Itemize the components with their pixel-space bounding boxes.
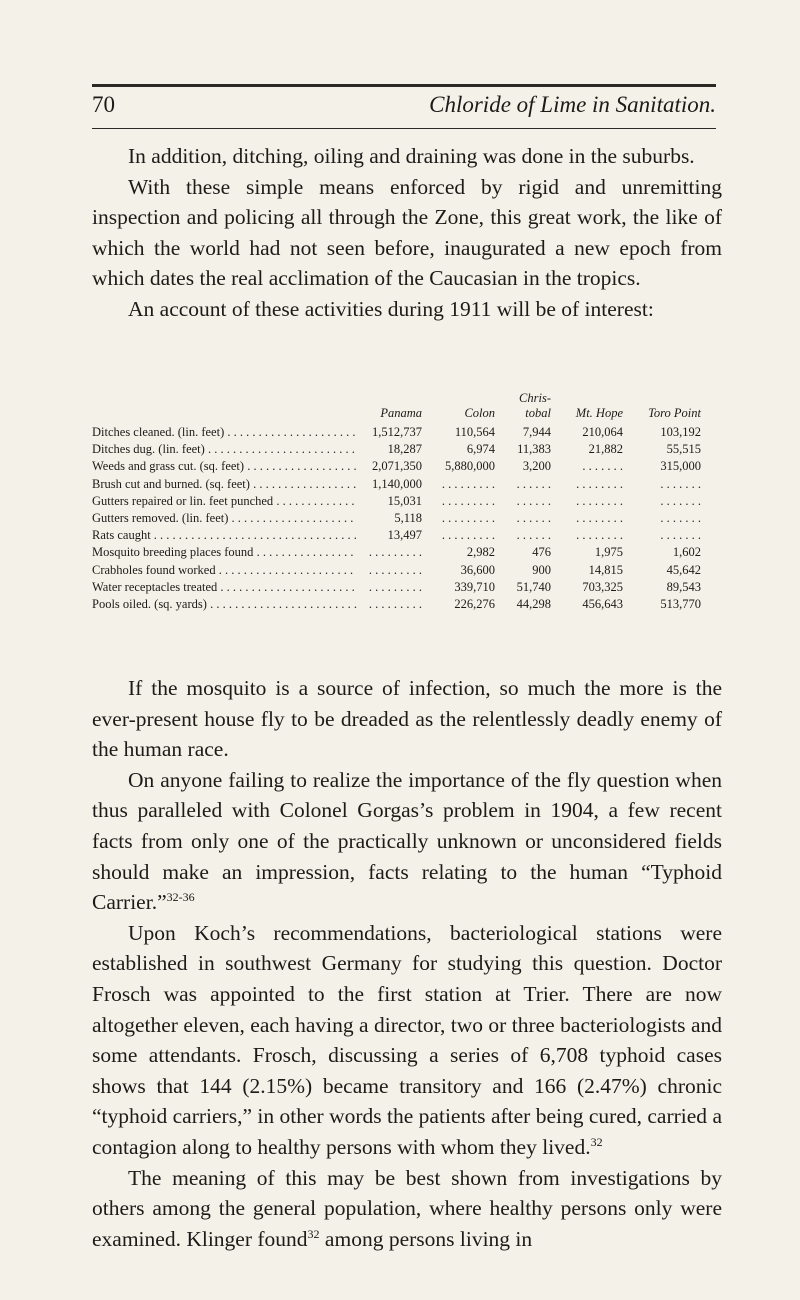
- table-cell: . . . . . . .: [660, 476, 701, 491]
- row-label: Gutters removed. (lin. feet) . . .: [92, 510, 357, 527]
- paragraph-text: Upon Koch’s recommendations, bacteriological stations were established in southwest Germany for studying this question. Doctor Frosch was appointed to the first station at Trier. There are now altogether eleven, each having a director, two or three bacteriologists and some attendants. Frosch, discussing a series of 6,708 typhoid cases shows that 144 (2.15%) became transitory and 166 (2.47%) chronic “typhoid carriers,” in other words the patients after being cured, carried a contagion along to healthy persons with whom they lived.: [92, 920, 722, 1159]
- table-cell: 1,512,737: [372, 425, 422, 439]
- table-row: [92, 544, 722, 561]
- column-header-mt-hope: Mt. Hope: [575, 406, 623, 420]
- table-cell: . . . . . . . . .: [368, 579, 422, 594]
- footnote-ref: 32: [307, 1226, 320, 1241]
- table-cell: . . . . . . . . .: [441, 528, 495, 543]
- table-cell: 18,287: [387, 442, 422, 457]
- table-cell: 1,602: [672, 545, 701, 560]
- paragraph: [92, 1163, 722, 1255]
- paragraph: [92, 918, 722, 1163]
- row-label: Crabholes found worked . . .: [92, 562, 357, 579]
- table-cell: . . . . . . .: [660, 510, 701, 525]
- table-cell: 110,564: [454, 425, 495, 439]
- table-row: [92, 510, 722, 527]
- table-cell: 6,974: [466, 442, 495, 457]
- row-label: Ditches cleaned. (lin. feet) . . .: [92, 424, 357, 441]
- table-cell: 5,118: [394, 510, 422, 525]
- row-label: Weeds and grass cut. (sq. feet) . . .: [92, 458, 357, 475]
- running-title: Chloride of Lime in Sanitation.: [429, 92, 716, 117]
- table-cell: 14,815: [588, 562, 623, 577]
- table-cell: 456,643: [582, 596, 623, 611]
- table-cell: 21,882: [588, 442, 623, 457]
- table-row: [92, 579, 722, 596]
- header-top-rule: [92, 84, 716, 87]
- table-cell: 3,200: [522, 459, 551, 474]
- table-cell: 2,982: [466, 545, 495, 560]
- row-label: Water receptacles treated . . .: [92, 579, 357, 596]
- row-label: Rats caught . . .: [92, 527, 357, 544]
- row-label: Gutters repaired or lin. feet punched . . .: [92, 493, 357, 510]
- table-cell: 13,497: [387, 528, 422, 543]
- table-cell: . . . . . .: [516, 476, 551, 491]
- table-cell: 44,298: [516, 596, 551, 611]
- paragraph: [92, 673, 722, 765]
- table-row: [92, 596, 722, 613]
- table-cell: . . . . . .: [516, 510, 551, 525]
- table-cell: 1,975: [594, 545, 623, 560]
- table-header: [92, 389, 722, 424]
- table-cell: . . . . . . .: [660, 528, 701, 543]
- row-label: Pools oiled. (sq. yards) . . .: [92, 596, 357, 613]
- table-cell: 55,515: [666, 442, 701, 457]
- table-cell: 36,600: [460, 562, 495, 577]
- table-cell: . . . . . . . . .: [441, 476, 495, 491]
- table-cell: . . . . . . .: [660, 493, 701, 508]
- paragraph-text: among persons living in: [319, 1226, 533, 1251]
- table-cell: 339,710: [454, 579, 495, 594]
- main-text: [92, 673, 722, 1254]
- table-cell: . . . . . . . .: [576, 476, 623, 491]
- paragraph-text: If the mosquito is a source of infection, so much the more is the ever-present house fly to be dreaded as the relentlessly deadly enemy of the human race.: [92, 676, 722, 762]
- table-cell: . . . . . . . . .: [368, 545, 422, 560]
- row-label: Mosquito breeding places found . . .: [92, 544, 357, 561]
- table-row: [92, 458, 722, 475]
- paragraph: An account of these activities during 1911 will be of interest:: [128, 296, 654, 321]
- table-cell: 89,543: [666, 579, 701, 594]
- paragraph: With these simple means enforced by rigid and unremitting inspection and policing all through the Zone, this great work, the like of which the world had not seen before, inaugurated a new epoch from which dates the real acclimation of the Caucasian in the tropics.: [92, 174, 722, 291]
- header-bottom-rule: [92, 128, 716, 129]
- table-cell: 103,192: [660, 425, 701, 439]
- table-cell: 15,031: [387, 493, 422, 508]
- paragraph: [92, 765, 722, 918]
- table-cell: 226,276: [454, 596, 495, 611]
- table-cell: . . . . . . . .: [576, 528, 623, 543]
- table-cell: . . . . . . . . .: [368, 596, 422, 611]
- page-header: [92, 92, 716, 124]
- table-cell: 45,642: [666, 562, 701, 577]
- table-cell: 900: [532, 562, 551, 577]
- table-cell: . . . . . . .: [582, 459, 623, 474]
- column-header-panama: Panama: [380, 406, 422, 420]
- table-row: [92, 476, 722, 493]
- table-row: [92, 562, 722, 579]
- activities-table: [92, 389, 722, 613]
- column-header-colon: Colon: [464, 406, 495, 420]
- table-cell: . . . . . .: [516, 493, 551, 508]
- paragraph: In addition, ditching, oiling and draining was done in the suburbs.: [128, 144, 695, 168]
- table-cell: . . . . . . . . .: [441, 493, 495, 508]
- footnote-ref: 32-36: [166, 890, 195, 905]
- table-cell: . . . . . . . .: [576, 510, 623, 525]
- footnote-ref: 32: [590, 1134, 603, 1149]
- table-row: [92, 424, 722, 441]
- table-cell: . . . . . . . . .: [368, 562, 422, 577]
- table-cell: 51,740: [516, 579, 551, 594]
- row-label: Ditches dug. (lin. feet) . . .: [92, 441, 357, 458]
- table-cell: 7,944: [522, 425, 551, 439]
- paragraph-text: On anyone failing to realize the importance of the fly question when thus paralleled with Colonel Gorgas’s problem in 1904, a few recent facts from only one of the practically unknown or unconsidered fields should make an impression, facts relating to the human “Typhoid Carrier.”: [92, 767, 722, 915]
- page-number: 70: [92, 92, 115, 117]
- table-cell: 5,880,000: [445, 459, 495, 474]
- table-cell: 11,383: [517, 442, 551, 457]
- table-cell: 315,000: [660, 459, 701, 474]
- table-cell: . . . . . .: [516, 528, 551, 543]
- table-cell: . . . . . . . .: [576, 493, 623, 508]
- table-row: [92, 493, 722, 510]
- table-cell: . . . . . . . . .: [441, 510, 495, 525]
- paragraph-text: The meaning of this may be best shown from investigations by others among the general population, where healthy persons only were examined. Klinger found: [92, 1165, 722, 1251]
- intro-text: [92, 141, 722, 325]
- table-row: [92, 527, 722, 544]
- row-label: Brush cut and burned. (sq. feet) . . .: [92, 476, 357, 493]
- column-header-toro-point: Toro Point: [648, 406, 701, 420]
- table-cell: 1,140,000: [372, 476, 422, 491]
- table-cell: 2,071,350: [372, 459, 422, 474]
- table-cell: 703,325: [582, 579, 623, 594]
- table-cell: 513,770: [660, 596, 701, 611]
- column-header-christobal: Chris- tobal: [519, 391, 551, 420]
- table-row: [92, 441, 722, 458]
- table-cell: 476: [532, 545, 551, 560]
- table-cell: 210,064: [582, 425, 623, 439]
- table-body: [92, 424, 722, 613]
